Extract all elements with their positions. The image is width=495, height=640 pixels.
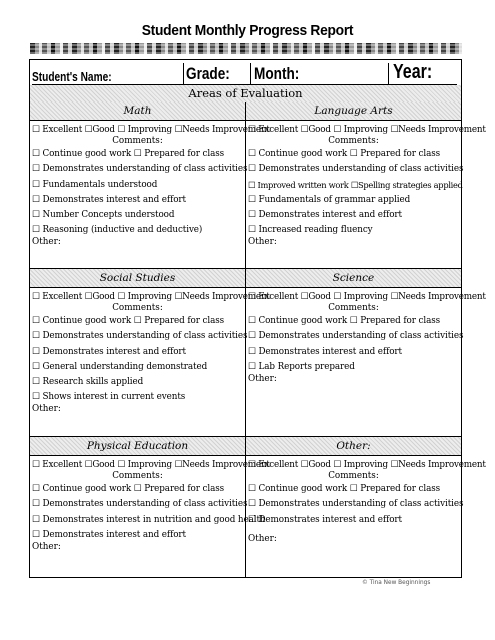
checklist-item[interactable]: ☐ Fundamentals understood <box>32 179 158 190</box>
rating-options[interactable]: ☐ Excellent ☐Good ☐ Improving ☐Needs Improvement <box>248 125 486 135</box>
page-title: Student Monthly Progress Report <box>141 22 354 39</box>
checklist-item[interactable]: ☐ Continue good work ☐ Prepared for class <box>32 149 225 159</box>
areas-of-evaluation-heading: Areas of Evaluation <box>30 85 461 103</box>
checklist-item[interactable]: ☐ Demonstrates understanding of class activities <box>248 331 464 342</box>
section-language-arts <box>246 102 486 269</box>
section-physical-education <box>30 437 270 577</box>
grade-label: Grade: <box>186 64 230 83</box>
checklist-item[interactable]: ☐ Demonstrates understanding of class activities <box>32 331 248 342</box>
comments-label: Comments: <box>112 471 163 481</box>
other-label: Other: <box>248 237 277 248</box>
subject-heading: Other: <box>246 437 461 456</box>
checklist-item[interactable]: ☐ Demonstrates interest and effort <box>248 346 402 357</box>
report-sheet <box>29 59 486 578</box>
rating-options[interactable]: ☐ Excellent ☐Good ☐ Improving ☐Needs Improvement <box>248 460 486 470</box>
checklist-item[interactable]: ☐ Increased reading fluency <box>248 225 373 236</box>
other-label: Other: <box>32 237 61 248</box>
student-name-label: Student's Name: <box>32 69 112 84</box>
checklist-item[interactable]: ☐ Demonstrates interest and effort <box>32 346 186 357</box>
other-label: Other: <box>32 404 61 415</box>
comments-label: Comments: <box>328 471 379 481</box>
comments-label: Comments: <box>112 136 163 146</box>
header-row <box>30 60 461 86</box>
checklist-item[interactable]: ☐ Reasoning (inductive and deductive) <box>32 225 203 236</box>
header-divider <box>250 63 251 85</box>
checklist-item[interactable]: ☐ Demonstrates understanding of class activities <box>248 499 464 510</box>
checklist-item[interactable]: ☐ Continue good work ☐ Prepared for class <box>248 149 441 159</box>
other-label: Other: <box>248 373 277 384</box>
checklist-item[interactable]: ☐ Continue good work ☐ Prepared for class <box>248 316 441 326</box>
subject-heading: Physical Education <box>30 437 245 456</box>
checklist-item[interactable]: ☐ Demonstrates interest and effort <box>248 514 402 525</box>
checklist-item[interactable]: ☐ General understanding demonstrated <box>32 361 208 372</box>
checklist-item[interactable]: ☐ Demonstrates understanding of class activities <box>32 499 248 510</box>
other-label: Other: <box>32 541 61 552</box>
checklist-item[interactable]: ☐ Research skills applied <box>32 377 144 388</box>
checklist-item[interactable]: ☐ Demonstrates interest in nutrition and good health <box>32 514 266 525</box>
checklist-item[interactable]: ☐ Demonstrates understanding of class activities <box>32 164 248 175</box>
comments-label: Comments: <box>328 136 379 146</box>
section-math <box>30 102 270 269</box>
comments-label: Comments: <box>112 303 163 313</box>
rating-options[interactable]: ☐ Excellent ☐Good ☐ Improving ☐Needs Improvement <box>32 292 270 302</box>
checklist-item[interactable]: ☐ Demonstrates interest and effort <box>32 529 186 540</box>
rating-options[interactable]: ☐ Excellent ☐Good ☐ Improving ☐Needs Improvement <box>32 125 270 135</box>
section-science <box>246 269 486 437</box>
checklist-item[interactable]: ☐ Continue good work ☐ Prepared for class <box>32 316 225 326</box>
decorative-strip <box>30 43 462 54</box>
other-label: Other: <box>248 533 277 544</box>
subject-heading: Language Arts <box>246 102 461 121</box>
header-divider <box>388 63 389 85</box>
month-label: Month: <box>254 64 300 83</box>
checklist-item[interactable]: ☐ Shows interest in current events <box>32 392 186 403</box>
checklist-item[interactable]: ☐ Improved written work ☐Spelling strategies applied <box>248 179 463 190</box>
rating-options[interactable]: ☐ Excellent ☐Good ☐ Improving ☐Needs Improvement <box>248 292 486 302</box>
checklist-item[interactable]: ☐ Demonstrates understanding of class activities <box>248 164 464 175</box>
subject-heading: Math <box>30 102 245 121</box>
copyright-footer: © Tina New Beginnings <box>362 580 431 586</box>
checklist-item[interactable]: ☐ Continue good work ☐ Prepared for class <box>248 484 441 494</box>
checklist-item[interactable]: ☐ Demonstrates interest and effort <box>248 210 402 221</box>
checklist-item[interactable]: ☐ Lab Reports prepared <box>248 361 355 372</box>
section-other <box>246 437 486 577</box>
subject-heading: Social Studies <box>30 269 245 288</box>
checklist-item[interactable]: ☐ Demonstrates interest and effort <box>32 194 186 205</box>
checklist-item[interactable]: ☐ Fundamentals of grammar applied <box>248 194 411 205</box>
year-label: Year: <box>393 61 433 83</box>
comments-label: Comments: <box>328 303 379 313</box>
header-divider <box>183 63 184 85</box>
subject-heading: Science <box>246 269 461 288</box>
checklist-item[interactable]: ☐ Continue good work ☐ Prepared for class <box>32 484 225 494</box>
section-social-studies <box>30 269 270 437</box>
checklist-item[interactable]: ☐ Number Concepts understood <box>32 210 175 221</box>
rating-options[interactable]: ☐ Excellent ☐Good ☐ Improving ☐Needs Improvement <box>32 460 270 470</box>
